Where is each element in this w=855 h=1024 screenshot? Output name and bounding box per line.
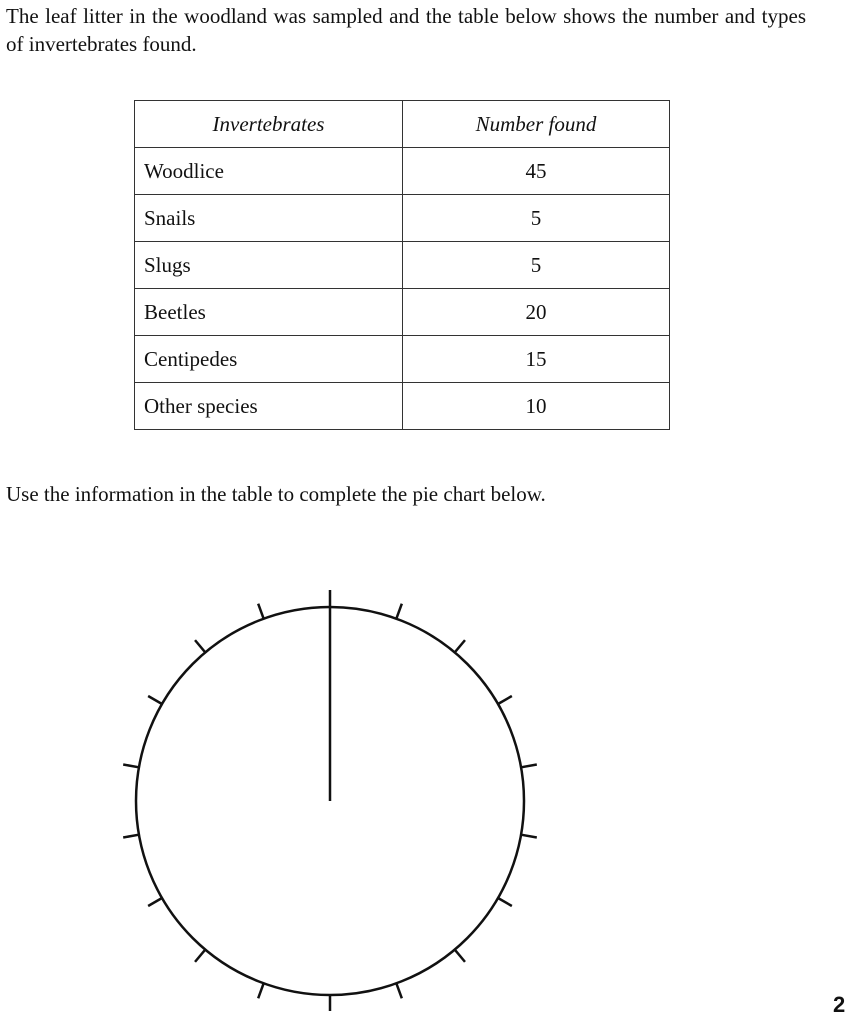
tick-mark xyxy=(455,950,465,962)
tick-mark xyxy=(258,983,263,998)
row-count: 5 xyxy=(403,195,670,242)
row-count: 45 xyxy=(403,148,670,195)
row-count: 5 xyxy=(403,242,670,289)
tick-mark xyxy=(195,640,205,652)
tick-mark xyxy=(455,640,465,652)
tick-mark xyxy=(521,765,537,768)
header-number-found: Number found xyxy=(403,101,670,148)
tick-mark xyxy=(498,696,512,704)
tick-mark xyxy=(123,765,139,768)
tick-mark xyxy=(396,604,401,619)
tick-mark xyxy=(521,835,537,838)
tick-mark xyxy=(123,835,139,838)
row-name: Woodlice xyxy=(135,148,403,195)
row-name: Slugs xyxy=(135,242,403,289)
row-name: Centipedes xyxy=(135,336,403,383)
header-invertebrates: Invertebrates xyxy=(135,101,403,148)
tick-mark xyxy=(148,898,162,906)
tick-mark xyxy=(148,696,162,704)
tick-mark xyxy=(498,898,512,906)
tick-mark xyxy=(195,950,205,962)
tick-mark xyxy=(258,604,263,619)
row-count: 15 xyxy=(403,336,670,383)
row-name: Snails xyxy=(135,195,403,242)
row-count: 20 xyxy=(403,289,670,336)
page-number: 2 xyxy=(833,992,846,1017)
row-count: 10 xyxy=(403,383,670,430)
tick-mark xyxy=(396,983,401,998)
row-name: Other species xyxy=(135,383,403,430)
intro-text: The leaf litter in the woodland was sampled and the table below shows the number and types of invertebrates found. xyxy=(6,4,806,56)
row-name: Beetles xyxy=(135,289,403,336)
instruction-text: Use the information in the table to complete the pie chart below. xyxy=(6,482,546,506)
